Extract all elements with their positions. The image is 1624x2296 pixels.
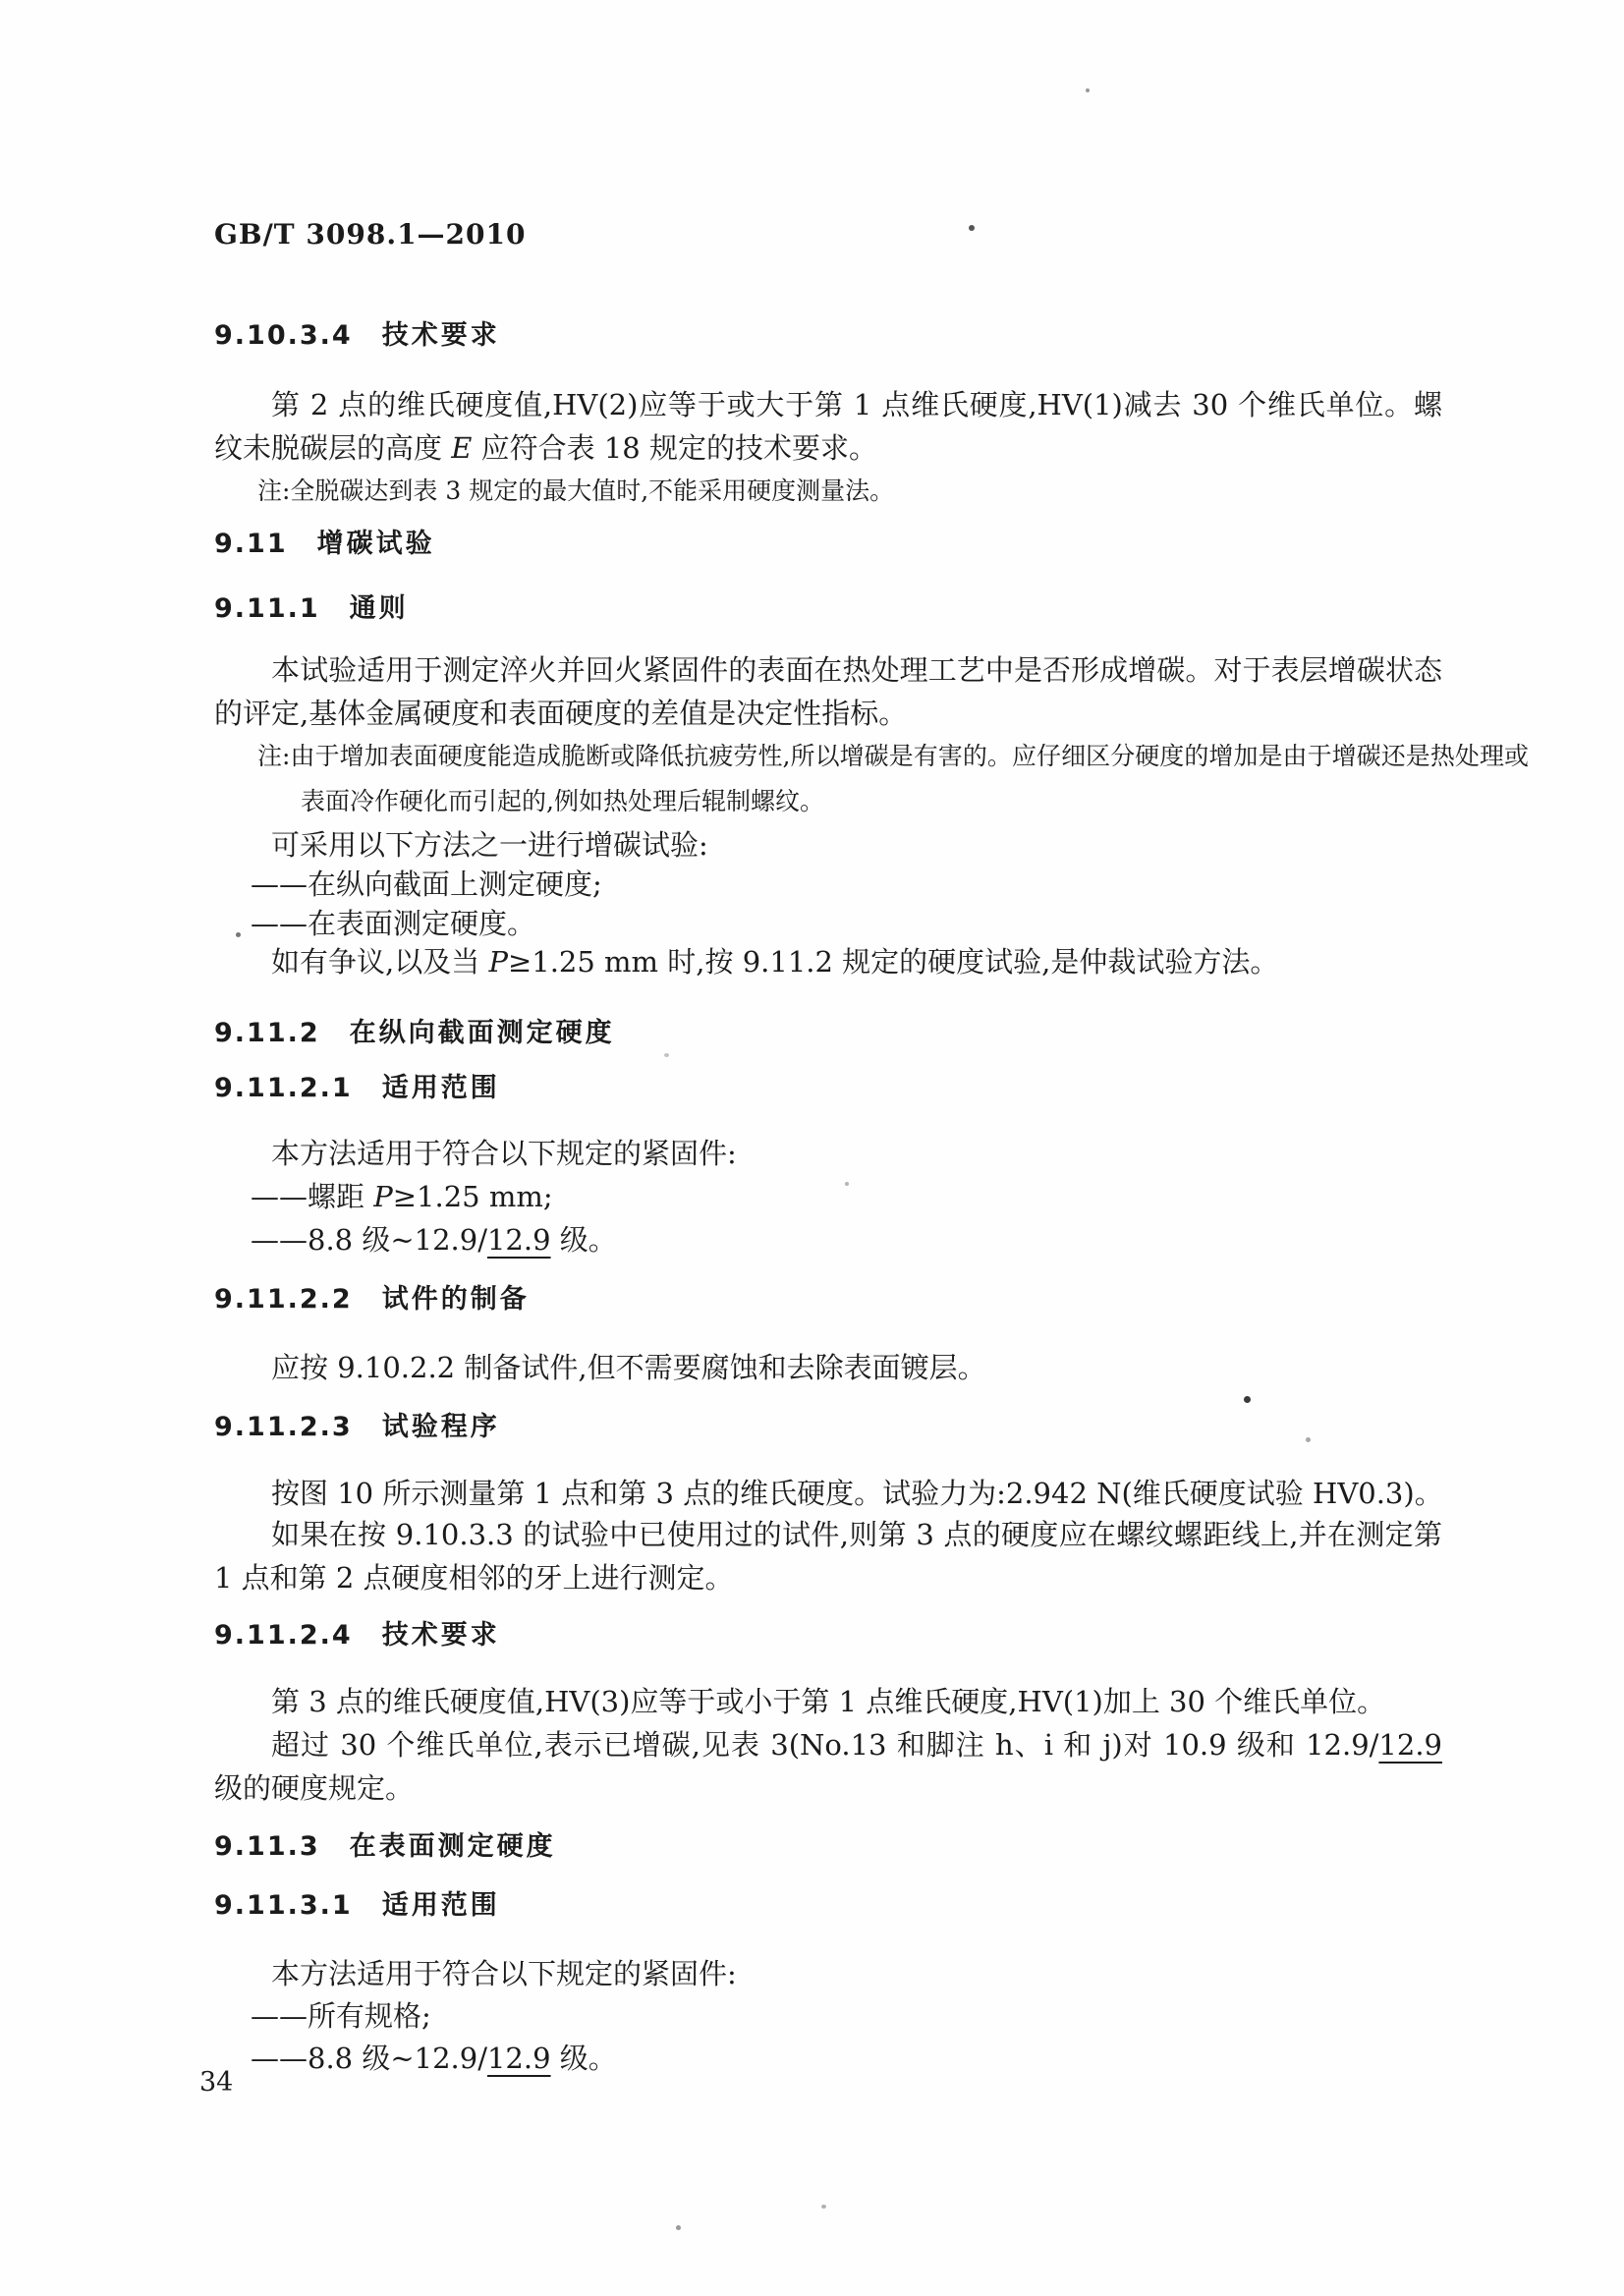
variable-P: P [373, 1180, 393, 1213]
section-number: 9.11.3 [214, 1831, 320, 1862]
section-heading-9-11 [214, 528, 435, 561]
section-title: 适用范围 [381, 1073, 500, 1103]
paragraph-text: 超过 30 个维氏单位,表示已增碳,见表 3(No.13 和脚注 h、i 和 j)对 10.9 级和 12.9/ [271, 1728, 1379, 1762]
section-number: 9.10.3.4 [214, 320, 353, 351]
list-item-text: ——8.8 级~12.9/ [251, 1223, 487, 1257]
section-number: 9.11.2.2 [214, 1284, 353, 1315]
section-number: 9.11 [214, 529, 288, 559]
page-number: 34 [199, 2067, 234, 2098]
paragraph-text: 级的硬度规定。 [214, 1771, 415, 1805]
note-full-decarburization: 注:全脱碳达到表 3 规定的最大值时,不能采用硬度测量法。 [257, 476, 895, 505]
list-item-text: ≥1.25 mm; [392, 1180, 553, 1213]
section-heading-9-10-3-4 [214, 319, 500, 353]
section-heading-9-11-2-1 [214, 1072, 500, 1105]
paragraph-text: ≥1.25 mm 时,按 9.11.2 规定的硬度试验,是仲裁试验方法。 [507, 945, 1279, 979]
list-item-text: 级。 [550, 1223, 617, 1257]
scan-speck [664, 1053, 669, 1057]
underlined-class-12-9: 12.9 [486, 1223, 551, 1257]
underlined-class-12-9: 12.9 [1378, 1728, 1442, 1762]
section-number: 9.11.1 [214, 593, 320, 624]
section-title: 通则 [349, 593, 409, 624]
list-item-pitch [214, 1175, 553, 1218]
paragraph-scope-intro: 本方法适用于符合以下规定的紧固件: [271, 1137, 737, 1170]
section-heading-9-11-2 [214, 1017, 615, 1050]
list-item-surface: ——在表面测定硬度。 [251, 907, 536, 940]
variable-E: E [451, 431, 473, 465]
scan-speck [1306, 1437, 1311, 1442]
list-item-longitudinal-section: ——在纵向截面上测定硬度; [251, 868, 602, 901]
paragraph-arbitration [214, 940, 1442, 983]
underlined-class-12-9: 12.9 [486, 2042, 551, 2075]
section-title: 试验程序 [381, 1412, 500, 1442]
section-heading-9-11-3-1 [214, 1889, 500, 1923]
section-title: 技术要求 [381, 320, 500, 351]
section-title: 在纵向截面测定硬度 [349, 1018, 615, 1048]
section-title: 在表面测定硬度 [349, 1831, 556, 1862]
paragraph-scope-intro-surface: 本方法适用于符合以下规定的紧固件: [271, 1957, 737, 1990]
section-title: 试件的制备 [381, 1284, 530, 1315]
scan-speck [1086, 88, 1090, 92]
section-heading-9-11-1 [214, 592, 409, 626]
list-item-property-classes [214, 1218, 617, 1261]
list-item-text: ——8.8 级~12.9/ [251, 2042, 487, 2075]
paragraph-test-purpose: 本试验适用于测定淬火并回火紧固件的表面在热处理工艺中是否形成增碳。对于表层增碳状态的评定,基体金属硬度和表面硬度的差值是决定性指标。 [214, 653, 1442, 730]
section-number: 9.11.2 [214, 1018, 320, 1048]
section-title: 技术要求 [381, 1620, 500, 1651]
scan-speck [676, 2225, 681, 2230]
section-number: 9.11.2.3 [214, 1412, 353, 1442]
scan-speck [236, 932, 241, 937]
paragraph-hv3-requirement: 第 3 点的维氏硬度值,HV(3)应等于或小于第 1 点维氏硬度,HV(1)加上 30 个维氏单位。 [271, 1685, 1386, 1718]
list-item-property-classes-surface [214, 2037, 617, 2080]
variable-P: P [488, 945, 508, 979]
paragraph-hv2-requirement [214, 383, 1442, 470]
scan-speck [1244, 1396, 1251, 1403]
section-heading-9-11-3 [214, 1830, 556, 1864]
standard-number-header: GB/T 3098.1—2010 [214, 218, 527, 251]
paragraph-text: 第 2 点的维氏硬度值,HV(2)应等于或大于第 1 点维氏硬度,HV(1)减去 30 个维氏单位。螺纹未脱碳层的高度 [214, 388, 1442, 465]
paragraph-text: 如有争议,以及当 [271, 945, 489, 979]
list-item-text: 级。 [550, 2042, 617, 2075]
scan-speck [821, 2205, 826, 2209]
list-item-text: ——螺距 [251, 1180, 374, 1213]
scan-speck [845, 1182, 849, 1186]
section-title: 适用范围 [381, 1890, 500, 1921]
paragraph-text: 应符合表 18 规定的技术要求。 [472, 431, 877, 465]
paragraph-used-specimen: 如果在按 9.10.3.3 的试验中已使用过的试件,则第 3 点的硬度应在螺纹螺距线上,并在测定第 1 点和第 2 点硬度相邻的牙上进行测定。 [214, 1518, 1442, 1595]
scan-speck [969, 225, 975, 231]
section-heading-9-11-2-2 [214, 1283, 530, 1316]
section-number: 9.11.2.1 [214, 1073, 353, 1103]
section-heading-9-11-2-3 [214, 1411, 500, 1444]
section-number: 9.11.3.1 [214, 1890, 353, 1921]
paragraph-test-procedure: 按图 10 所示测量第 1 点和第 3 点的维氏硬度。试验力为:2.942 N(维氏硬度试验 HV0.3)。 [271, 1477, 1443, 1510]
paragraph-specimen-preparation: 应按 9.10.2.2 制备试件,但不需要腐蚀和去除表面镀层。 [271, 1351, 986, 1384]
list-item-all-sizes: ——所有规格; [251, 1999, 431, 2033]
section-number: 9.11.2.4 [214, 1620, 353, 1651]
paragraph-exceed-30-units [214, 1723, 1442, 1810]
note-carburization-harm: 注:由于增加表面硬度能造成脆断或降低抗疲劳性,所以增碳是有害的。应仔细区分硬度的增加是由于增碳还是热处理或表面冷作硬化而引起的,例如热处理后辊制螺纹。 [257, 742, 1529, 815]
section-heading-9-11-2-4 [214, 1619, 500, 1652]
section-title: 增碳试验 [316, 529, 435, 559]
paragraph-method-intro: 可采用以下方法之一进行增碳试验: [271, 828, 708, 862]
